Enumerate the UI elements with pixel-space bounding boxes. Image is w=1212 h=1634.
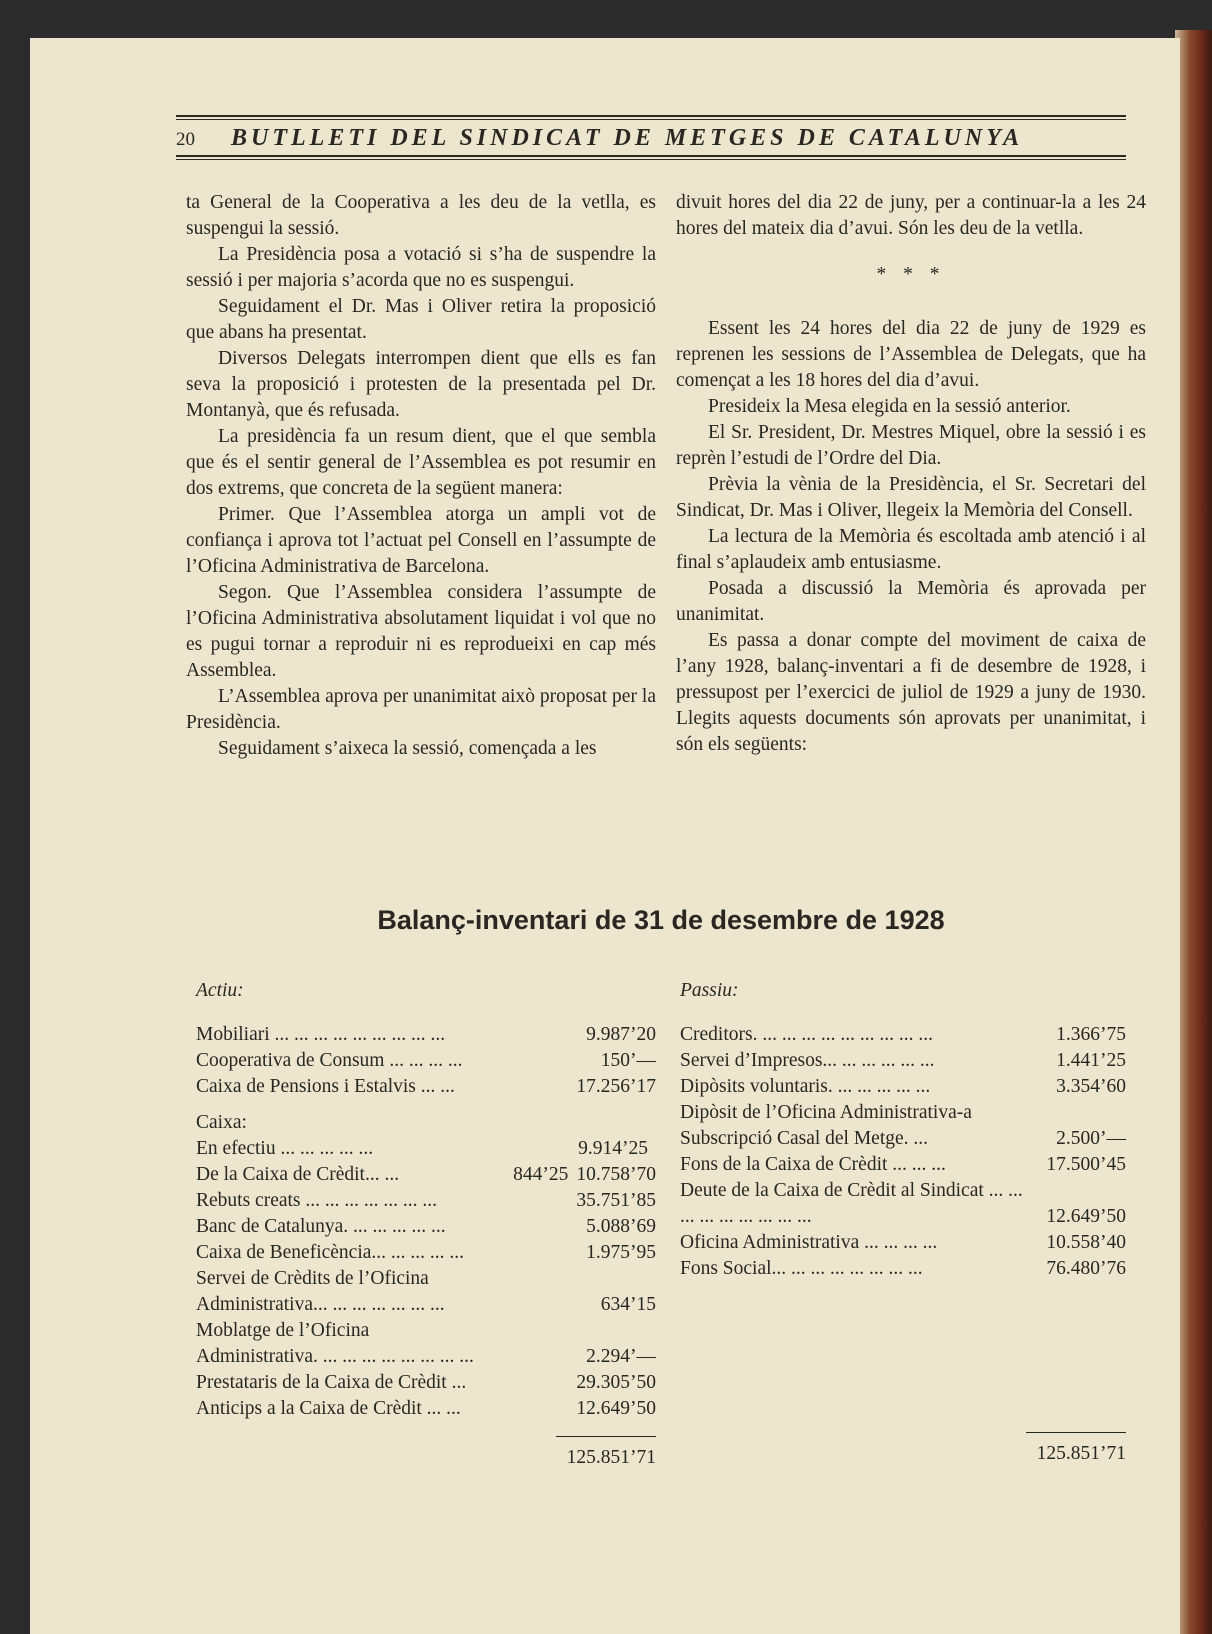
ledger-label: Mobiliari ... ... ... ... ... ... ... ... ... [196, 1024, 446, 1045]
ledger-amount: 634’15 [600, 1294, 656, 1315]
book-spine [1175, 30, 1212, 1634]
ledger-amount: 17.256’17 [576, 1076, 656, 1097]
total-rule [1026, 1432, 1126, 1433]
ledger-label: Oficina Administrativa ... ... ... ... [680, 1232, 938, 1253]
ledger-label: Prestataris de la Caixa de Crèdit ... [196, 1372, 467, 1393]
ledger-row [196, 1022, 656, 1048]
section-separator: * * * [876, 264, 946, 285]
ledger-amount: 3.354’60 [1056, 1076, 1126, 1097]
paragraph: La lectura de la Memòria és escoltada amb atenció i al final s’aplaudeix amb entusiasme. [676, 526, 1146, 573]
ledger-amount: 12.649’50 [1046, 1206, 1126, 1227]
ledger-label: Banc de Catalunya. ... ... ... ... ... [196, 1216, 446, 1237]
ledger-amount: 35.751’85 [576, 1190, 656, 1211]
ledger-amount: 2.294’— [586, 1346, 656, 1367]
header-rule-top-thin [176, 119, 1126, 120]
ledger-subamount [558, 1110, 648, 1136]
ledger-subamount: 844’25 [513, 1164, 569, 1185]
ledger-row [196, 1240, 656, 1266]
ledger-amount: 5.088’69 [586, 1216, 656, 1237]
ledger-subamount: 9.914’25 [578, 1138, 648, 1159]
ledger-label: Caixa de Pensions i Estalvis ... ... [196, 1076, 455, 1097]
ledger-label: Fons Social... ... ... ... ... ... ... ... [680, 1258, 923, 1279]
left-text-column [186, 190, 656, 762]
paragraph: Presideix la Mesa elegida en la sessió anterior. [708, 396, 1071, 417]
header-rule-bottom-thin [176, 159, 1126, 160]
ledger-row [196, 1370, 656, 1396]
ledger-amount: 150’— [600, 1050, 656, 1071]
ledger-row [680, 1074, 1126, 1100]
header-rule-bottom [176, 155, 1126, 157]
paragraph: Seguidament el Dr. Mas i Oliver retira la proposició que abans ha presentat. [186, 296, 656, 343]
ledger-row [196, 1136, 656, 1162]
ledger-amount: 1.975’95 [586, 1242, 656, 1263]
ledger-row [196, 1396, 656, 1422]
paragraph: Diversos Delegats interrompen dient que ells es fan seva la proposició i protesten de la presentada pel Dr. Montanyà, que és refusada. [186, 348, 656, 421]
page-header [176, 115, 1126, 163]
ledger-label: Creditors. ... ... ... ... ... ... ... ... ... [680, 1024, 933, 1045]
ledger-row [196, 1266, 656, 1318]
ledger-label: En efectiu ... ... ... ... ... [196, 1138, 374, 1159]
actiu-section [196, 980, 656, 1469]
header-rule-top [176, 115, 1126, 117]
ledger-subamount [488, 1022, 578, 1048]
ledger-row [196, 1048, 656, 1074]
ledger-row [680, 1256, 1126, 1282]
ledger-subamount [488, 1240, 578, 1266]
ledger-label: Dipòsit de l’Oficina Administrativa-a Subscripció Casal del Metge. ... [680, 1102, 972, 1149]
ledger-label: De la Caixa de Crèdit... ... [196, 1164, 400, 1185]
ledger-label: Caixa de Beneficència... ... ... ... ... [196, 1242, 465, 1263]
paragraph: divuit hores del dia 22 de juny, per a continuar-la a les 24 hores del mateix dia d’avui. Són les deu de la vetlla. [676, 192, 1146, 239]
journal-title: BUTLLETI DEL SINDICAT DE METGES DE CATALUNYA [231, 125, 1024, 151]
ledger-amount: 1.366’75 [1056, 1024, 1126, 1045]
ledger-row [680, 1048, 1126, 1074]
ledger-subamount [488, 1214, 578, 1240]
passiu-section [680, 980, 1126, 1465]
ledger-amount: 2.500’— [1056, 1128, 1126, 1149]
ledger-subamount [478, 1396, 568, 1422]
ledger-row [196, 1162, 656, 1188]
total-rule [556, 1436, 656, 1437]
ledger-row [680, 1100, 1126, 1152]
ledger-row [196, 1318, 656, 1370]
ledger-label: Rebuts creats ... ... ... ... ... ... ... [196, 1190, 438, 1211]
paragraph: Segon. Que l’Assemblea considera l’assumpte de l’Oficina Administrativa absolutament liquidat i vol que no es pugui tornar a reproduir ni es reprodueixi en cap més Assemblea. [186, 582, 656, 681]
paragraph: El Sr. President, Dr. Mestres Miquel, obre la sessió i es reprèn l’estudi de l’Ordre del Dia. [676, 422, 1146, 469]
right-text-column [676, 190, 1146, 758]
ledger-label: Moblatge de l’Oficina Administrativa. ... ... ... ... ... ... ... ... [196, 1320, 474, 1367]
paragraph: Essent les 24 hores del dia 22 de juny de 1929 es reprenen les sessions de l’Assemblea de Delegats, que ha començat a les 18 hores del dia d’avui. [676, 318, 1146, 391]
ledger-subamount [503, 1266, 593, 1318]
paragraph: La presidència fa un resum dient, que el que sembla que és el sentir general de l’Assemblea es pot resumir en dos extrems, que concreta de la següent manera: [186, 426, 656, 499]
ledger-subamount [503, 1048, 593, 1074]
ledger-subamount [478, 1370, 568, 1396]
ledger-subamount [488, 1318, 578, 1370]
paragraph: Posada a discussió la Memòria és aprovada per unanimitat. [676, 578, 1146, 625]
ledger-amount: 10.758’70 [576, 1164, 656, 1185]
ledger-row [196, 1074, 656, 1100]
ledger-amount [648, 1110, 656, 1136]
ledger-amount: 1.441’25 [1056, 1050, 1126, 1071]
ledger-label: Servei de Crèdits de l’Oficina Administrativa... ... ... ... ... ... ... [196, 1268, 445, 1315]
ledger-subamount [478, 1074, 568, 1100]
page-number: 20 [176, 129, 195, 150]
ledger-row [680, 1178, 1126, 1230]
ledger-amount: 12.649’50 [576, 1398, 656, 1419]
paragraph: Es passa a donar compte del moviment de caixa de l’any 1928, balanç-inventari a fi de desembre de 1928, i pressupost per l’exercici de juliol de 1929 a juny de 1930. Llegits aquests documents són aprovats per unanimitat, i són els següents: [676, 630, 1146, 755]
ledger-label: Caixa: [196, 1112, 247, 1133]
ledger-amount: 29.305’50 [576, 1372, 656, 1393]
ledger-row [196, 1110, 656, 1136]
passiu-total: 125.851’71 [1036, 1443, 1126, 1464]
ledger-label: Deute de la Caixa de Crèdit al Sindicat ... ... ... ... ... ... ... ... ... [680, 1180, 1023, 1227]
ledger-label: Dipòsits voluntaris. ... ... ... ... ... [680, 1076, 931, 1097]
actiu-rows [196, 1022, 656, 1422]
paragraph: La Presidència posa a votació si s’ha de suspendre la sessió i per majoria s’acorda que no es suspengui. [186, 244, 656, 291]
ledger-amount [648, 1136, 656, 1162]
actiu-total: 125.851’71 [566, 1447, 656, 1468]
ledger-label: Cooperativa de Consum ... ... ... ... [196, 1050, 463, 1071]
ledger-row [680, 1022, 1126, 1048]
paragraph: Primer. Que l’Assemblea atorga un ampli vot de confiança i aprova tot l’actuat pel Consell en l’assumpte de l’Oficina Administrativa de Barcelona. [186, 504, 656, 577]
ledger-amount: 9.987’20 [586, 1024, 656, 1045]
ledger-label: Anticips a la Caixa de Crèdit ... ... [196, 1398, 461, 1419]
paragraph: Seguidament s’aixeca la sessió, començada a les [218, 738, 597, 759]
passiu-rows [680, 1022, 1126, 1282]
ledger-row [196, 1214, 656, 1240]
balance-title: Balanç-inventari de 31 de desembre de 1928 [377, 905, 945, 935]
ledger-subamount [478, 1188, 568, 1214]
ledger-label: Fons de la Caixa de Crèdit ... ... ... [680, 1154, 946, 1175]
paragraph: Prèvia la vènia de la Presidència, el Sr. Secretari del Sindicat, Dr. Mas i Oliver, llegeix la Memòria del Consell. [676, 474, 1146, 521]
ledger-amount: 10.558’40 [1046, 1232, 1126, 1253]
ledger-row [680, 1152, 1126, 1178]
ledger-amount: 17.500’45 [1046, 1154, 1126, 1175]
paragraph: ta General de la Cooperativa a les deu de la vetlla, es suspengui la sessió. [186, 192, 656, 239]
ledger-label: Servei d’Impresos... ... ... ... ... ... [680, 1050, 935, 1071]
actiu-label: Actiu: [196, 980, 244, 1001]
paragraph: L’Assemblea aprova per unanimitat això proposat per la Presidència. [186, 686, 656, 733]
ledger-amount: 76.480’76 [1046, 1258, 1126, 1279]
ledger-row [680, 1230, 1126, 1256]
ledger-row [196, 1188, 656, 1214]
passiu-label: Passiu: [680, 980, 739, 1001]
